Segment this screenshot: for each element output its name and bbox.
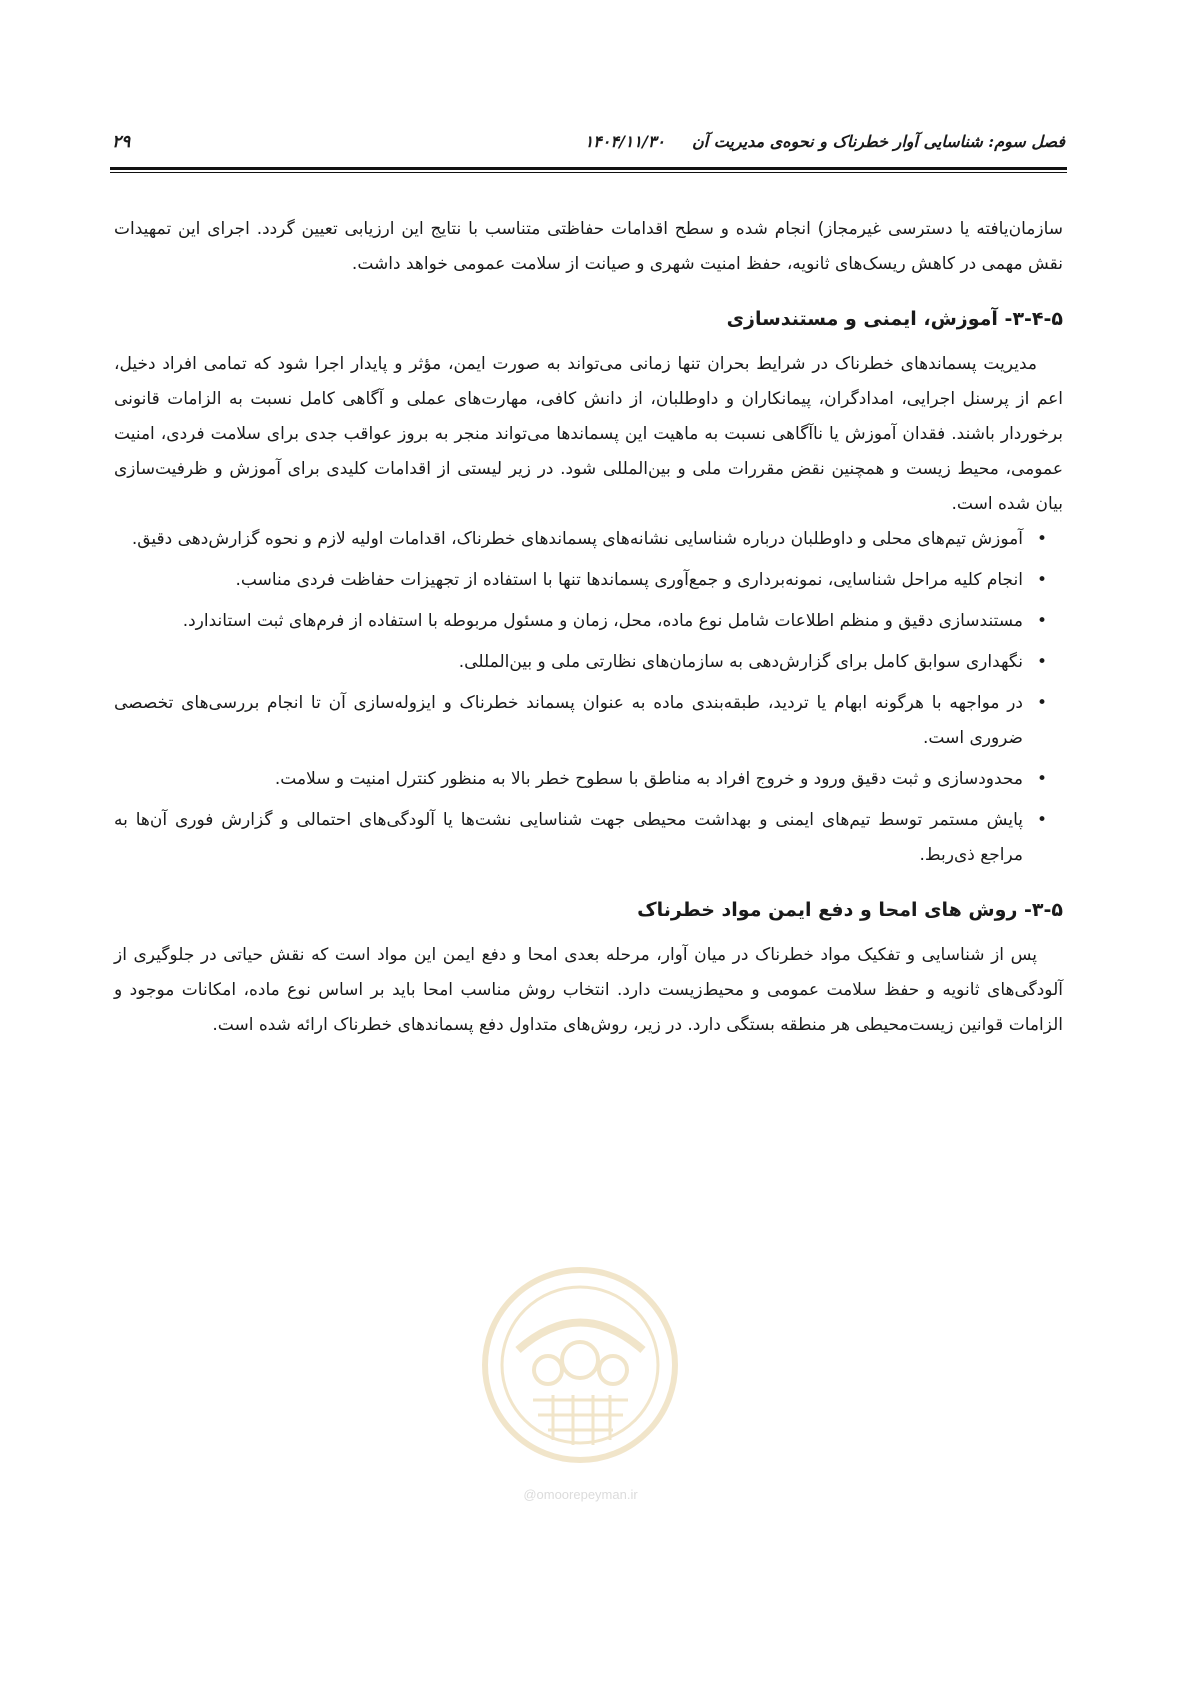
section-heading-training: ۳-۴-۵- آموزش، ایمنی و مستندسازی xyxy=(726,308,1063,330)
page-header xyxy=(112,128,1065,158)
list-item: • پایش مستمر توسط تیم‌های ایمنی و بهداشت محیطی جهت شناسایی نشت‌ها یا آلودگی‌های احتمالی و گزارش فوری آن‌ها به مراجع ذی‌ربط. xyxy=(114,803,1039,873)
watermark-text: @omoorepeyman.ir xyxy=(523,1487,638,1502)
section-paragraph-training: مدیریت پسماندهای خطرناک در شرایط بحران تنها زمانی می‌تواند به صورت ایمن، مؤثر و پایدار اجرا شود که تمامی افراد دخیل، اعم از پرسنل اجرایی، امدادگران، پیمانکاران و داوطلبان، از دانش کافی، مهارت‌های عملی و آگاهی کامل نسبت به الزامات قانونی برخوردار باشند. فقدان آموزش یا ناآگاهی نسبت به ماهیت این پسماندها می‌تواند منجر به بروز عواقب جدی برای سلامت فردی، امنیت عمومی، محیط زیست و همچنین نقض مقررات ملی و بین‌المللی شود. در زیر لیستی از اقدامات کلیدی برای آموزش و ظرفیت‌سازی بیان شده است. xyxy=(114,354,1063,514)
bullet-list xyxy=(114,522,1063,873)
chapter-title: فصل سوم: شناسایی آوار خطرناک و نحوه‌ی مدیریت آن xyxy=(692,132,1065,151)
section-heading-disposal: ۳-۵- روش های امحا و دفع ایمن مواد خطرناک xyxy=(637,899,1063,921)
page-number: ۲۹ xyxy=(112,132,131,152)
header-rule-thick xyxy=(110,167,1067,170)
header-date: ۱۴۰۴/۱۱/۳۰ xyxy=(584,132,665,151)
page-body xyxy=(114,212,1063,1043)
list-item: • آموزش تیم‌های محلی و داوطلبان درباره شناسایی نشانه‌های پسماندهای خطرناک، اقدامات اولیه لازم و نحوه گزارش‌دهی دقیق. xyxy=(114,522,1039,557)
watermark-seal-icon xyxy=(478,1255,683,1480)
section-paragraph-disposal: پس از شناسایی و تفکیک مواد خطرناک در میان آوار، مرحله بعدی امحا و دفع ایمن این مواد است که نقش حیاتی در جلوگیری از آلودگی‌های ثانویه و حفظ سلامت عمومی و محیط‌زیست دارد. انتخاب روش مناسب امحا باید بر اساس نوع ماده، امکانات موجود و الزامات قوانین زیست‌محیطی هر منطقه بستگی دارد. در زیر، روش‌های متداول دفع پسماندهای خطرناک ارائه شده است. xyxy=(114,945,1063,1035)
header-rule-thin xyxy=(110,172,1067,173)
list-item: • نگهداری سوابق کامل برای گزارش‌دهی به سازمان‌های نظارتی ملی و بین‌المللی. xyxy=(114,645,1039,680)
watermark-logo xyxy=(478,1255,683,1515)
list-item: • انجام کلیه مراحل شناسایی، نمونه‌برداری و جمع‌آوری پسماندها تنها با استفاده از تجهیزات حفاظت فردی مناسب. xyxy=(114,563,1039,598)
list-item: • در مواجهه با هرگونه ابهام یا تردید، طبقه‌بندی ماده به عنوان پسماند خطرناک و ایزوله‌سازی آن تا انجام بررسی‌های تخصصی ضروری است. xyxy=(114,686,1039,756)
list-item: • مستندسازی دقیق و منظم اطلاعات شامل نوع ماده، محل، زمان و مسئول مربوطه با استفاده از فرم‌های ثبت استاندارد. xyxy=(114,604,1039,639)
list-item: • محدودسازی و ثبت دقیق ورود و خروج افراد به مناطق با سطوح خطر بالا به منظور کنترل امنیت و سلامت. xyxy=(114,762,1039,797)
intro-paragraph: سازمان‌یافته یا دسترسی غیرمجاز) انجام شده و سطح اقدامات حفاظتی متناسب با نتایج این ارزیابی تعیین گردد. اجرای این تمهیدات نقش مهمی در کاهش ریسک‌های ثانویه، حفظ امنیت شهری و صیانت از سلامت عمومی خواهد داشت. xyxy=(114,219,1063,274)
